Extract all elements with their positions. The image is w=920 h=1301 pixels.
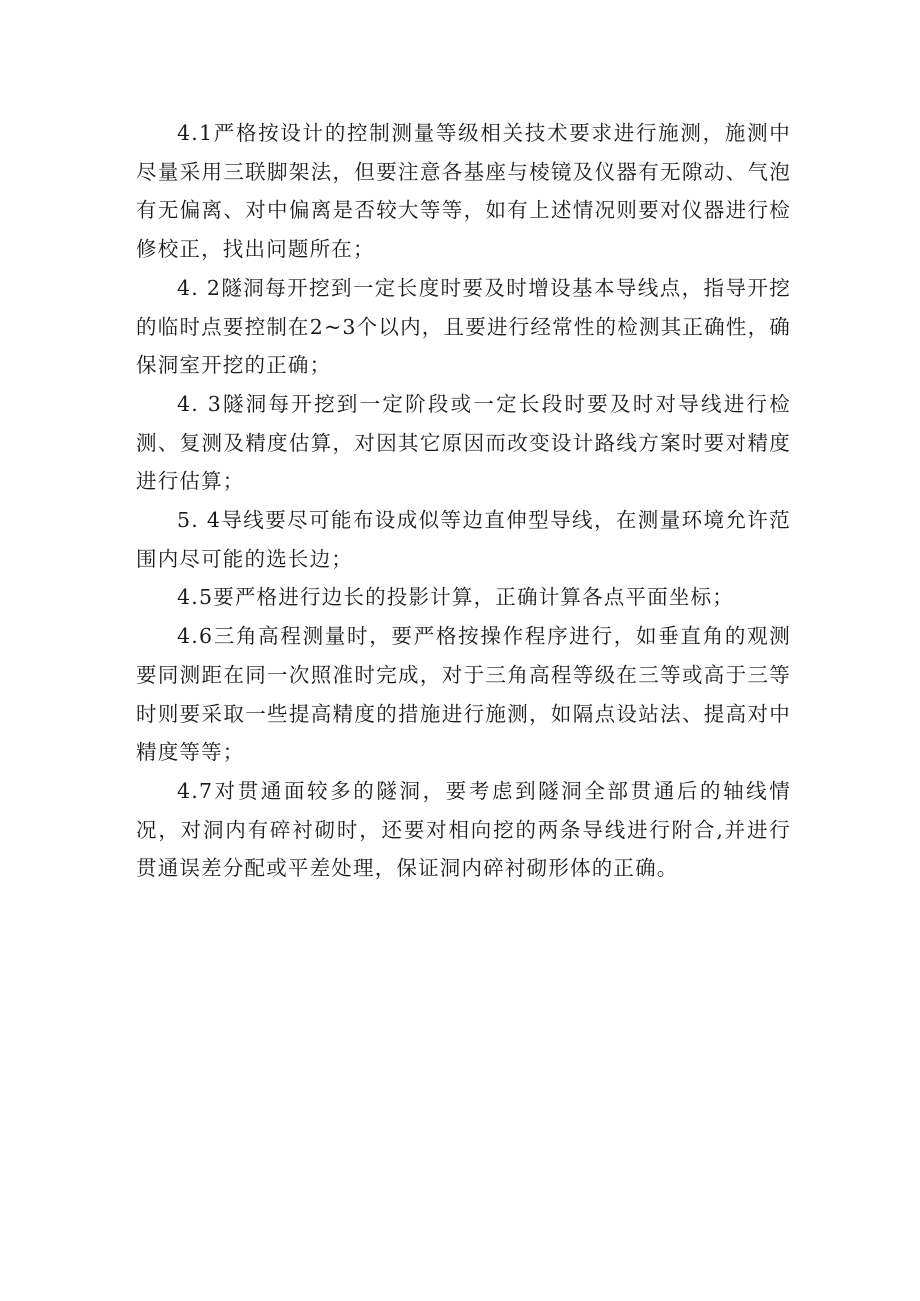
- paragraph-4-1: 4.1严格按设计的控制测量等级相关技术要求进行施测，施测中尽量采用三联脚架法，但要注意各基座与棱镜及仪器有无隙动、气泡有无偏离、对中偏离是否较大等等，如有上述情况则要对仪器进行检修校正，找出问题所在；: [136, 121, 791, 262]
- paragraph-4-6: 4.6三角高程测量时，要严格按操作程序进行，如垂直角的观测要同测距在同一次照准时完成，对于三角高程等级在三等或高于三等时则要采取一些提高精度的措施进行施测，如隔点设站法、提高对中精度等等；: [136, 624, 791, 765]
- paragraph-4-3: 4. 3隧洞每开挖到一定阶段或一定长段时要及时对导线进行检测、复测及精度估算，对因其它原因而改变设计路线方案时要对精度进行估算；: [136, 391, 791, 494]
- paragraph-4-2: 4. 2隧洞每开挖到一定长度时要及时增设基本导线点，指导开挖的临时点要控制在2~3个以内，且要进行经常性的检测其正确性，确保洞室开挖的正确；: [136, 275, 791, 378]
- document-body: [136, 114, 791, 888]
- paragraph-4-5: 4.5要严格进行边长的投影计算，正确计算各点平面坐标；: [177, 585, 735, 610]
- paragraph-4-7: 4.7对贯通面较多的隧洞，要考虑到隧洞全部贯通后的轴线情况，对洞内有碎衬砌时，还要对相向挖的两条导线进行附合,并进行贯通误差分配或平差处理，保证洞内碎衬砌形体的正确。: [136, 778, 791, 881]
- paragraph-5-4: 5. 4导线要尽可能布设成似等边直伸型导线，在测量环境允许范围内尽可能的选长边；: [136, 508, 791, 571]
